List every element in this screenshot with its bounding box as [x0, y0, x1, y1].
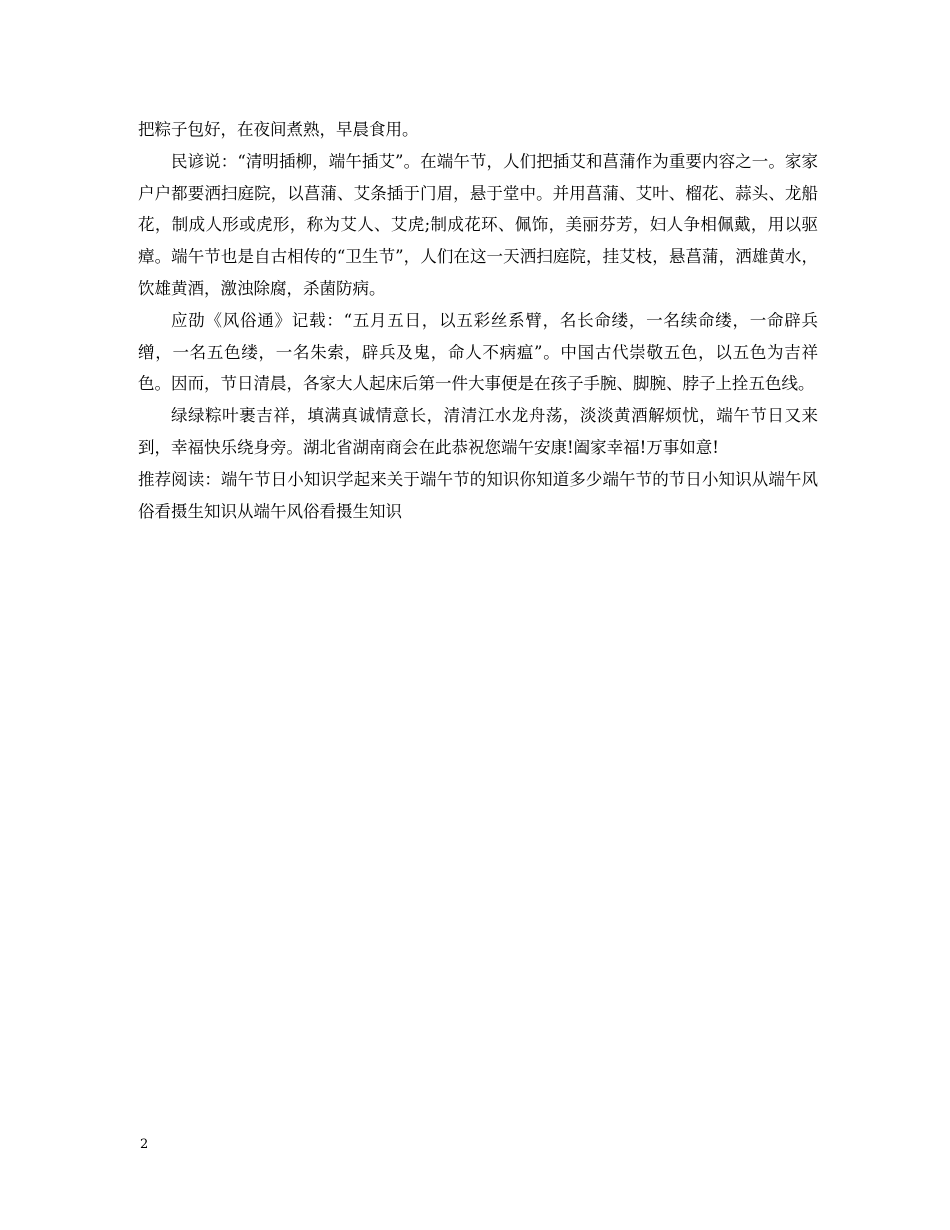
recommended-reading: 推荐阅读：端午节日小知识学起来关于端午节的知识你知道多少端午节的节日小知识从端午风俗看摄生知识从端午风俗看摄生知识 [138, 469, 818, 521]
paragraph-1: 把粽子包好，在夜间煮熟，早晨食用。 [138, 120, 419, 139]
paragraph-4: 绿绿粽叶裹吉祥，填满真诚情意长，清清江水龙舟荡，淡淡黄酒解烦忧，端午节日又来到，幸福快乐绕身旁。湖北省湖南商会在此恭祝您端午安康!阖家幸福!万事如意! [138, 406, 818, 457]
paragraph-3: 应劭《风俗通》记载：“五月五日，以五彩丝系臂，名长命缕，一名续命缕，一命辟兵缯，一名五色缕，一名朱索，辟兵及鬼，命人不病瘟”。中国古代崇敬五色，以五色为吉祥色。因而，节日清晨，各家大人起床后第一件大事便是在孩子手腕、脚腕、脖子上拴五色线。 [138, 310, 818, 394]
paragraph-2: 民谚说：“清明插柳，端午插艾”。在端午节，人们把插艾和菖蒲作为重要内容之一。家家户户都要洒扫庭院，以菖蒲、艾条插于门眉，悬于堂中。并用菖蒲、艾叶、榴花、蒜头、龙船花，制成人形或虎形，称为艾人、艾虎;制成花环、佩饰，美丽芬芳，妇人争相佩戴，用以驱瘴。端午节也是自古相传的“卫生节”，人们在这一天洒扫庭院，挂艾枝，悬菖蒲，洒雄黄水，饮雄黄酒，激浊除腐，杀菌防病。 [138, 151, 818, 298]
document-body [138, 114, 818, 527]
page-number: 2 [140, 1137, 149, 1152]
